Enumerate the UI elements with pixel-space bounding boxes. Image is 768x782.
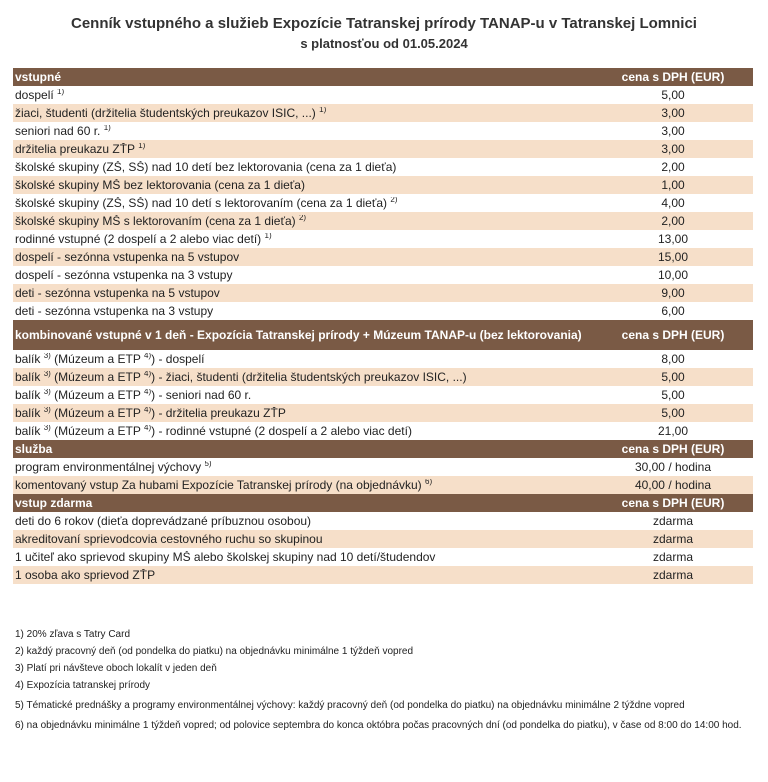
row-price: zdarma: [652, 531, 693, 546]
footnote-ref: 6): [425, 478, 433, 486]
row-label-text: ) - žiaci, študenti (držitelia študentských preukazov ISIC, ...): [151, 370, 467, 384]
row-label: [13, 89, 593, 102]
table-row: [13, 230, 753, 248]
footnote-ref: 1): [319, 106, 327, 114]
row-price: 1,00: [661, 177, 685, 192]
row-label: [13, 251, 593, 264]
row-label-text: ) - dospelí: [151, 352, 205, 366]
row-label-text: 1 učiteľ ako sprievod skupiny MŠ alebo školskej skupiny nad 10 detí/študendov: [15, 550, 436, 564]
table-row: [13, 476, 753, 494]
row-label-text: školské skupiny (ZŠ, SŠ) nad 10 detí s lektorovaním (cena za 1 dieťa): [15, 196, 388, 210]
page-title: Cenník vstupného a služieb Expozície Tatranskej prírody TANAP-u v Tatranskej Lomnici: [71, 15, 697, 32]
row-label: [13, 125, 593, 138]
row-label-text: akreditovaní sprievodcovia cestovného ruchu so skupinou: [15, 532, 323, 546]
row-label: [13, 179, 593, 192]
row-price: 6,00: [661, 303, 685, 318]
row-label-text: školské skupiny (ZŠ, SŠ) nad 10 detí bez lektorovania (cena za 1 dieťa): [15, 160, 397, 174]
row-price: 2,00: [661, 213, 685, 228]
table-row: [13, 266, 753, 284]
table-row: [13, 548, 753, 566]
table-row: [13, 386, 753, 404]
row-label-text: komentovaný vstup Za hubami Expozície Tatranskej prírody (na objednávku): [15, 478, 422, 492]
row-label: [13, 371, 593, 384]
table-row: [13, 122, 753, 140]
row-label-text: dospelí - sezónna vstupenka na 3 vstupy: [15, 268, 233, 282]
footnotes: [15, 628, 755, 736]
row-label-text: balík: [15, 406, 41, 420]
footnote-ref: 3): [43, 370, 51, 378]
table-row: [13, 176, 753, 194]
row-label: [13, 353, 593, 366]
row-label-text: dospelí - sezónna vstupenka na 5 vstupov: [15, 250, 240, 264]
row-label-text: balík: [15, 424, 41, 438]
section-header: [13, 494, 753, 512]
row-price: 13,00: [657, 231, 689, 246]
table-row: [13, 530, 753, 548]
row-label: [13, 269, 593, 282]
row-label: [13, 197, 593, 210]
row-label-text: program environmentálnej výchovy: [15, 460, 202, 474]
row-label: [13, 215, 593, 228]
footnote: 6) na objednávku minimálne 1 týždeň vopred; od polovice septembra do konca októbra počas pracovných dní (od pondelka do piatku), v čase od 8:00 do 14:00 hod.: [15, 720, 742, 731]
row-price: 5,00: [661, 405, 685, 420]
section-heading: služba: [15, 442, 53, 456]
row-label-text: ) - držitelia preukazu ZŤP: [151, 406, 286, 420]
row-label: [13, 515, 593, 528]
row-label: [13, 425, 593, 438]
row-price: 3,00: [661, 105, 685, 120]
row-price: 2,00: [661, 159, 685, 174]
row-label-text: žiaci, študenti (držitelia študentských preukazov ISIC, ...): [15, 106, 316, 120]
row-label-text: 1 osoba ako sprievod ZŤP: [15, 568, 156, 582]
row-price: 4,00: [661, 195, 685, 210]
table-row: [13, 512, 753, 530]
table-row: [13, 86, 753, 104]
row-price: 3,00: [661, 141, 685, 156]
footnote-ref: 1): [264, 232, 272, 240]
table-row: [13, 248, 753, 266]
table-row: [13, 194, 753, 212]
row-price: 3,00: [661, 123, 685, 138]
row-label-text: seniori nad 60 r.: [15, 124, 101, 138]
row-label: [13, 287, 593, 300]
footnote-ref: 3): [43, 388, 51, 396]
footnote-ref: 4): [144, 388, 152, 396]
table-row: [13, 212, 753, 230]
table-row: [13, 140, 753, 158]
table-row: [13, 158, 753, 176]
row-price: 8,00: [661, 351, 685, 366]
row-price: 15,00: [657, 249, 689, 264]
row-label-text: balík: [15, 388, 41, 402]
section-heading: kombinované vstupné v 1 deň - Expozícia Tatranskej prírody + Múzeum TANAP-u (bez lektorovania): [15, 328, 582, 342]
footnote: 4) Expozícia tatranskej prírody: [15, 680, 151, 691]
row-price: 5,00: [661, 369, 685, 384]
row-label-text: deti do 6 rokov (dieťa doprevádzané príbuznou osobou): [15, 514, 312, 528]
footnote: 5) Tématické prednášky a programy environmentálnej výchovy: každý pracovný deň (od pondelka do piatku) na objednávku minimálne 2 týždne vopred: [15, 700, 685, 711]
row-label-text: držitelia preukazu ZŤP: [15, 142, 135, 156]
price-column-heading: cena s DPH (EUR): [621, 495, 725, 510]
footnote-ref: 2): [390, 196, 398, 204]
row-label-text: (Múzeum a ETP: [54, 388, 141, 402]
row-price: 40,00 / hodina: [634, 477, 712, 492]
price-column-heading: cena s DPH (EUR): [621, 327, 725, 342]
row-price: 10,00: [657, 267, 689, 282]
row-price: zdarma: [652, 513, 693, 528]
row-label: [13, 107, 593, 120]
row-label: [13, 461, 593, 474]
row-label: [13, 551, 593, 564]
row-label: [13, 407, 593, 420]
row-label: [13, 305, 593, 318]
footnote-ref: 2): [298, 214, 307, 222]
footnote: 2) každý pracovný deň (od pondelka do piatku) na objednávku minimálne 1 týždeň vopred: [15, 646, 414, 657]
row-label: [13, 533, 593, 546]
row-label-text: (Múzeum a ETP: [54, 424, 141, 438]
row-label-text: ) - rodinné vstupné (2 dospelí a 2 alebo viac detí): [151, 424, 412, 438]
row-label-text: balík: [15, 370, 41, 384]
row-label-text: (Múzeum a ETP: [54, 406, 141, 420]
footnote-ref: 1): [57, 88, 65, 96]
price-table: [13, 68, 753, 584]
footnote-ref: 3): [43, 406, 51, 414]
footnote-ref: 1): [103, 124, 111, 132]
table-row: [13, 104, 753, 122]
price-column-heading: cena s DPH (EUR): [621, 69, 725, 84]
row-label-text: (Múzeum a ETP: [54, 352, 141, 366]
row-label: [13, 389, 593, 402]
row-label-text: (Múzeum a ETP: [54, 370, 141, 384]
footnote: 1) 20% zľava s Tatry Card: [15, 629, 130, 640]
footnote: 3) Platí pri návšteve oboch lokalít v jeden deň: [15, 663, 217, 674]
page-subtitle: s platnosťou od 01.05.2024: [300, 36, 468, 51]
table-row: [13, 302, 753, 320]
table-row: [13, 368, 753, 386]
row-price: zdarma: [652, 549, 693, 564]
footnote-ref: 3): [43, 352, 51, 360]
footnote-ref: 3): [43, 424, 51, 432]
row-label-text: deti - sezónna vstupenka na 5 vstupov: [15, 286, 220, 300]
table-row: [13, 566, 753, 584]
row-label: [13, 479, 593, 492]
row-label: [13, 233, 593, 246]
row-price: 21,00: [657, 423, 689, 438]
footnote-ref: 4): [144, 352, 152, 360]
section-header: [13, 320, 753, 350]
table-row: [13, 284, 753, 302]
footnote-ref: 4): [144, 370, 152, 378]
table-row: [13, 458, 753, 476]
row-label-text: dospelí: [15, 88, 54, 102]
table-row: [13, 404, 753, 422]
section-heading: vstupné: [15, 70, 62, 84]
row-label-text: školské skupiny MŠ s lektorovaním (cena za 1 dieťa): [15, 214, 296, 228]
footnote-ref: 1): [138, 142, 146, 150]
section-header: [13, 68, 753, 86]
row-label-text: školské skupiny MŠ bez lektorovania (cena za 1 dieťa): [15, 178, 305, 192]
footnote-ref: 4): [144, 406, 152, 414]
row-price: 5,00: [661, 87, 685, 102]
table-row: [13, 350, 753, 368]
row-label: [13, 143, 593, 156]
section-heading: vstup zdarma: [15, 496, 93, 510]
row-label-text: balík: [15, 352, 41, 366]
row-label: [13, 161, 593, 174]
row-price: zdarma: [652, 567, 693, 582]
section-header: [13, 440, 753, 458]
row-label: [13, 569, 593, 582]
row-price: 9,00: [661, 285, 685, 300]
table-row: [13, 422, 753, 440]
footnote-ref: 4): [144, 424, 152, 432]
row-label-text: rodinné vstupné (2 dospelí a 2 alebo viac detí): [15, 232, 262, 246]
row-label-text: ) - seniori nad 60 r.: [151, 388, 252, 402]
row-label-text: deti - sezónna vstupenka na 3 vstupy: [15, 304, 214, 318]
footnote-ref: 5): [204, 460, 212, 468]
price-column-heading: cena s DPH (EUR): [621, 441, 725, 456]
row-price: 5,00: [661, 387, 685, 402]
row-price: 30,00 / hodina: [634, 459, 712, 474]
